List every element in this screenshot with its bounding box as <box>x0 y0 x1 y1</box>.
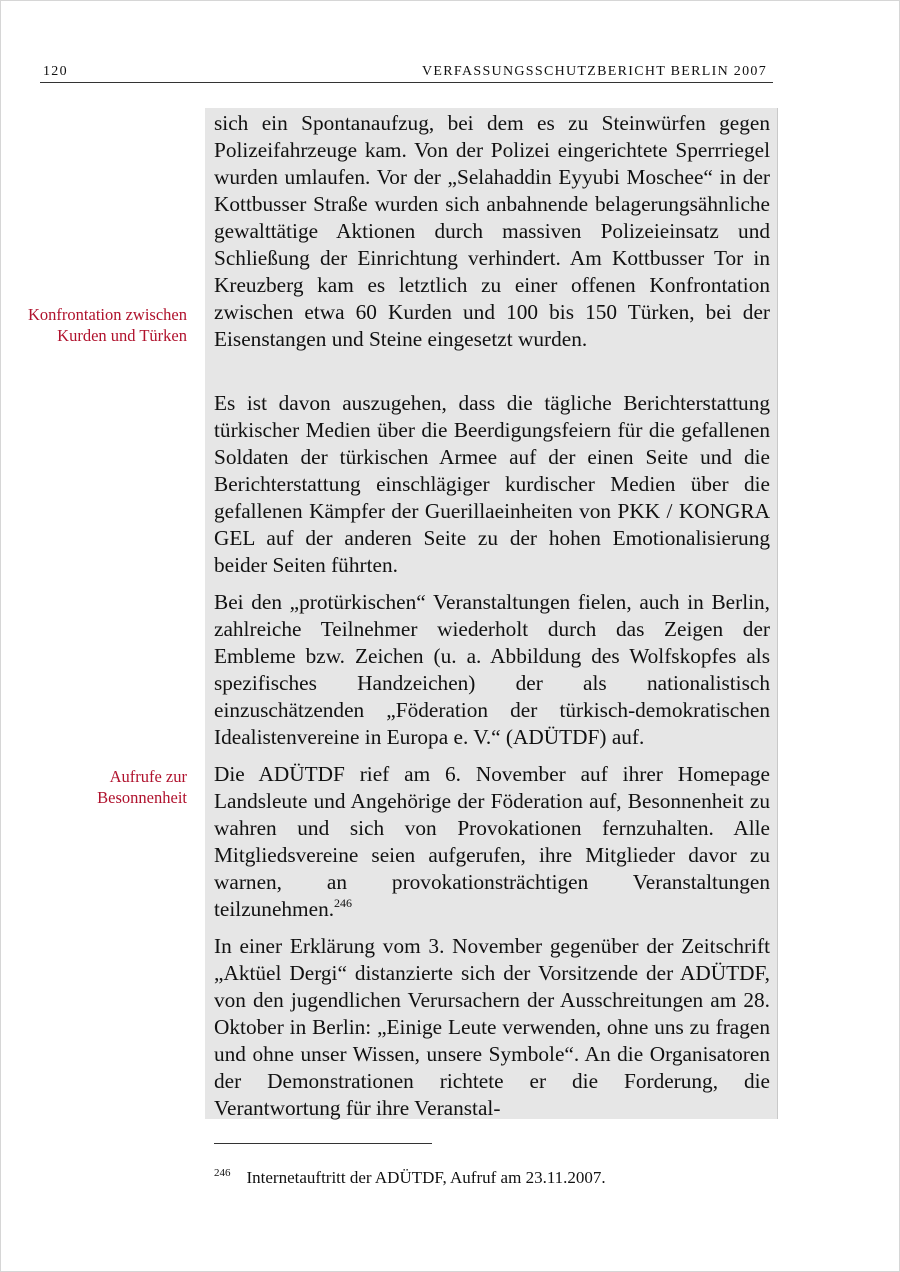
paragraph-3: Bei den „protürkischen“ Veranstaltungen fielen, auch in Berlin, zahlreiche Teilnehmer wiederholt durch das Zeigen der Embleme bzw. Zeichen (u. a. Abbildung des Wolfskopfes als spezifisches Handzeichen) der als nationalistisch einzuschätzenden „Föderation der türkisch-demokratischen Idealistenvereine in Europa e. V.“ (ADÜTDF) auf. <box>214 590 770 749</box>
paragraph-5: In einer Erklärung vom 3. November gegenüber der Zeitschrift „Aktüel Dergi“ distanzierte sich der Vorsitzende der ADÜTDF, von den jugendlichen Verursachern der Ausschreitungen am 28. Oktober in Berlin: „Einige Leute verwenden, ohne uns zu fragen und ohne unser Wissen, unsere Symbole“. An die Organisatoren der Demonstrationen richtete er die Forderung, die Verantwortung für ihre Veranstal- <box>214 934 770 1120</box>
paragraph-4-text: Die ADÜTDF rief am 6. November auf ihrer Homepage Landsleute und Angehörige der Föderation auf, Besonnenheit zu wahren und sich von Provokationen fernzuhalten. Alle Mitgliedsvereine seien aufgerufen, ihre Mitglieder davor zu warnen, an provokationsträchtigen Veranstaltungen teilzunehmen. <box>214 762 770 921</box>
page-number: 120 <box>43 64 68 79</box>
footnote-text: Internetauftritt der ADÜTDF, Aufruf am 23.11.2007. <box>246 1168 606 1187</box>
footnote <box>214 1162 774 1189</box>
paragraph-2: Es ist davon auszugehen, dass die tägliche Berichterstattung türkischer Medien über die Beerdigungsfeiern für die gefallenen Soldaten der türkischen Armee auf der einen Seite und die Berichterstattung einschlägiger kurdischer Medien über die gefallenen Kämpfer der Guerillaeinheiten von PKK / KONGRA GEL auf der anderen Seite zu der hohen Emotionalisierung beider Seiten führten. <box>214 391 770 577</box>
paragraph-4 <box>214 761 770 923</box>
margin-note-calls-for-calm: Aufrufe zur Besonnenheit <box>97 767 187 807</box>
footnote-number: 246 <box>214 1167 231 1179</box>
footnote-reference[interactable]: 246 <box>334 896 353 910</box>
running-header <box>40 64 773 83</box>
header-title: VERFASSUNGSSCHUTZBERICHT BERLIN 2007 <box>422 64 767 79</box>
footnote-separator <box>214 1143 432 1144</box>
paragraph-1: sich ein Spontanaufzug, bei dem es zu Steinwürfen gegen Polizeifahrzeuge kam. Von der Polizei eingerichtete Sperrriegel wurden umlaufen. Vor der „Selahaddin Eyyubi Moschee“ in der Kottbusser Straße wurden sich anbahnende belagerungsähnliche gewalttätige Aktionen durch massiven Polizeieinsatz und Schließung der Einrichtung verhindert. Am Kottbusser Tor in Kreuzberg kam es letztlich zu einer offenen Konfrontation zwischen etwa 60 Kurden und 100 bis 150 Türken, bei der Eisenstangen und Steine eingesetzt wurden. <box>214 111 770 351</box>
margin-note-confrontation: Konfrontation zwischen Kurden und Türken <box>28 305 187 345</box>
